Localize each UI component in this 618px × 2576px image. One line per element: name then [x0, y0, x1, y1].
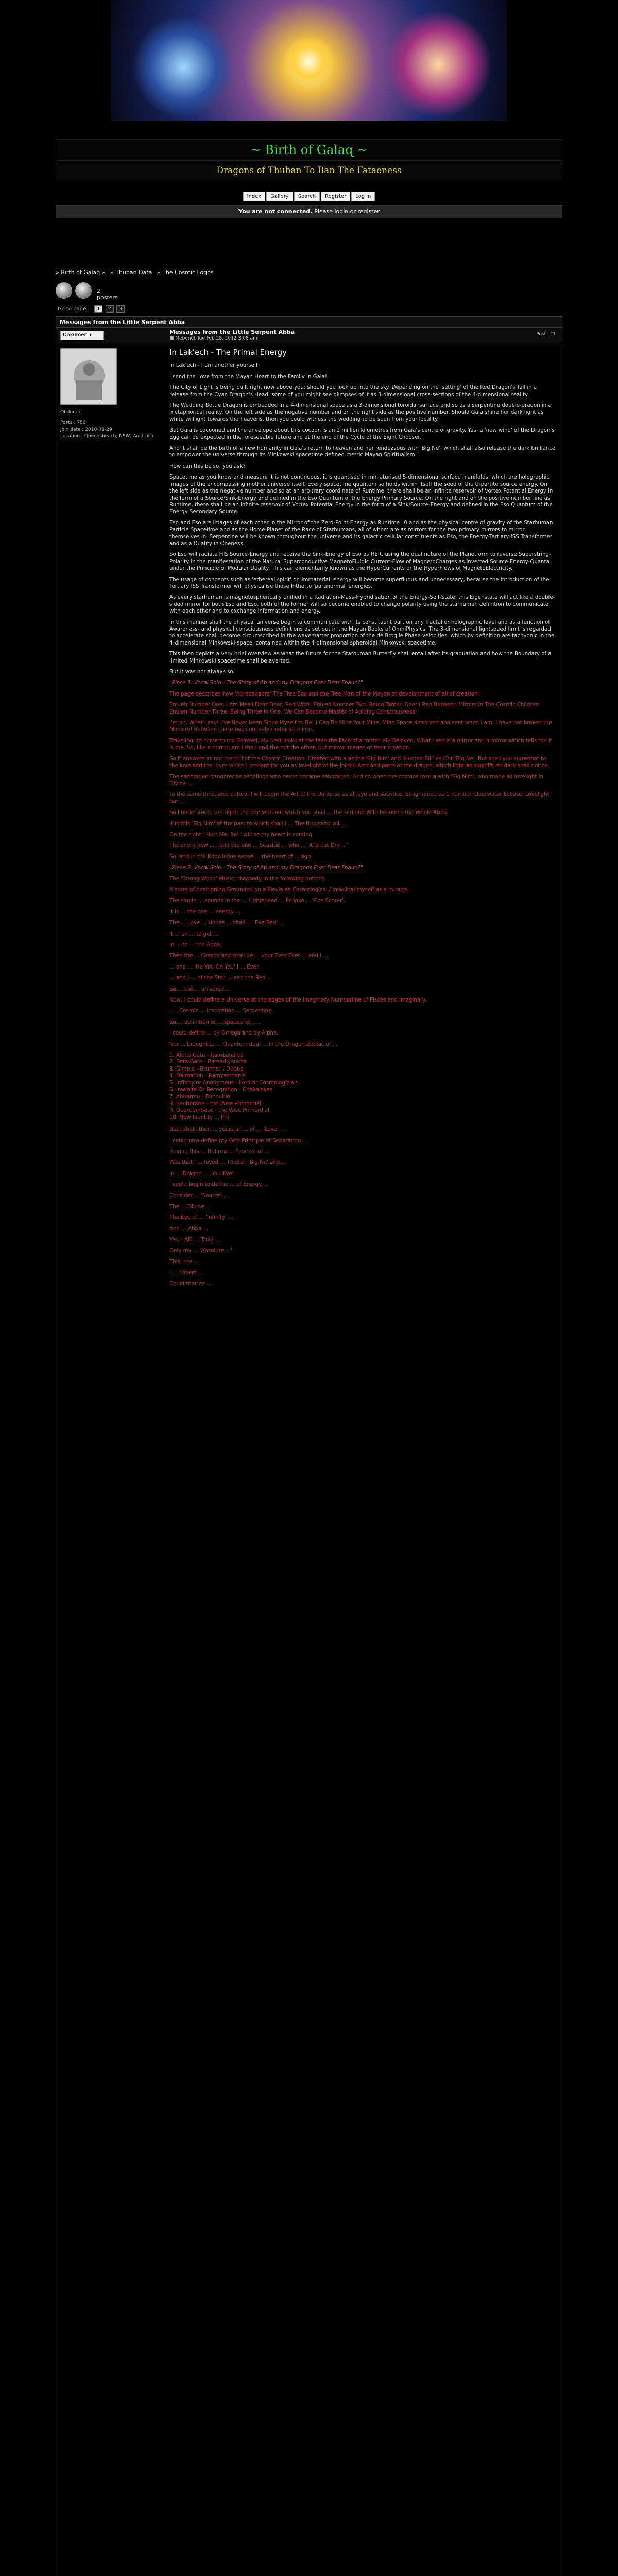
post-paragraph: On the right: 'Hurt Me, Ra' I will so my heart is coming.: [169, 832, 314, 838]
section-1-body: [169, 691, 556, 860]
section-2-body: [169, 876, 556, 1048]
post-paragraph: Then the ... Grasps and shall be ... your Ever Ever ... and I ...: [169, 953, 329, 959]
post-paragraph: Having this ... Hebrew ... 'Lovers' of ...: [169, 1148, 269, 1155]
post-paragraph: This then depicts a very brief overview as what the future for the Starhuman Butterfly shall entail after its graduation and how the Boundary of a limited Minkowski spacetime shall be averted.: [169, 651, 552, 664]
post-number[interactable]: Post n°1: [536, 332, 556, 337]
post-paragraph: In ... Dragon ... 'You Eye'.: [169, 1171, 235, 1177]
post-paragraph: So Eso will radiate HIS Source-Energy and receive the Sink-Energy of Eso as HER, using the dual nature of the Planetform to reverse Superstring-Polarity in the manifestation of the Natural Superconductive MagnetoFluidic Current-Flow of MagnetoCharges as inverted Source-Energy-Quanta under the Principle of Modular Duality. This can elementarily known as the HyperCurrents or the HyperFlows of MagnetoElectricity.: [169, 552, 551, 572]
post-paragraph: The ... Divine ...: [169, 1204, 211, 1210]
post-paragraph: The usage of concepts such as 'ethereal spirit' or 'immaterial' energy will become superfluous and unnecessary, because the introduction of the Tertiary ISS Transformer will physicalise those hitherto 'paranormal' energies.: [169, 577, 550, 589]
breadcrumb-category[interactable]: » Thuban Data: [110, 269, 152, 276]
closing-body: [169, 1126, 556, 1287]
post-paragraph: ... one ... 'He Yin, On You' I ... Ever.: [169, 964, 260, 970]
post-paragraph: In Lak'ech - I am another yourself: [169, 363, 258, 369]
menu-index[interactable]: Index: [243, 192, 266, 201]
post-paragraph: The sabotaged daughter as ashhlings who never became sabotaged. And so when the cosmos rose a with 'Big Nim', who made all lovelight in Divine ...: [169, 774, 543, 787]
post-paragraph: How can this be so, you ask?: [169, 463, 246, 469]
avatar-image: [61, 349, 117, 405]
post-paragraph: ... and I ... of the Star ... and the Red ...: [169, 975, 272, 981]
post-paragraph: But I shall, then ... yours all ... of ... 'Lover' ...: [169, 1127, 287, 1133]
post-paragraph: Spacetime as you know and measure it is not continuous, it is quantised in miniaturised 5-dimensional surface manifolds, which are holographic images of the encompassing mother universe itself. Every spacetime quantum so holds within itself the seed of the tripartite source energy. On the left side as the negative number and so at an arbitrary coordinate of Runtime, there shall be an infinite reservoir of Vortex Potential Energy in the form of a Source/Sink-Energy and defined in the Eso Quantum of the Energy Primary Source. On the right and on the positive number line as Runtime, there shall be an infinite reservoir of Vortex Potential Energy in the form of a Sink/Source-Energy and defined in the Eso Quantum of the Energy Secondary Source.: [169, 474, 553, 515]
breadcrumb-subforum[interactable]: » The Cosmic Logos: [157, 269, 214, 276]
menu-search[interactable]: Search: [294, 192, 320, 201]
list-item: 9. Quantumbase - the Wise Primordial: [169, 1108, 269, 1114]
post-paragraph: The ... Love ... Hopes ... shall ... 'Eve Red' ...: [169, 920, 285, 926]
post-paragraph: In this manner shall the physical universe begin to communicate with its constituent part on any fractal or holographic level and as a function of Awareness- and physical consciousness definitions as set out in the Mayan Books of OmniPhysics. The 3-dimensional lightspeed limit is regarded to accelerate shall become circumscribed in the wavematter proportion of the de Broglie Phase-velocities, which by definition are tachyonic in the 4-dimensional Minkowski-space, contained within the 4-dimensional spheroidal Minkowski spacetime.: [169, 619, 555, 646]
forum-description: Dragons of Thuban To Ban The Fataeness: [56, 163, 562, 178]
post-paragraph: Nor ... brought to ... Quantum dual ... in the Dragon Zodiac of ...: [169, 1041, 338, 1047]
pagination-label: Go to page :: [58, 306, 90, 312]
list-item: 10. New Identity ... Phi: [169, 1114, 229, 1121]
reply-button[interactable]: [75, 282, 92, 299]
menu-register[interactable]: Register: [321, 192, 350, 201]
post-paragraph: As every starhuman is magnetospherically unified in a Radiation-Mass-Hybridisation of the Energy-Self-State; this Eigenstate will act like a double-sided mirror for both Eso and Eso, both of the former will so become enabled to change polarity using the starhuman definition to communicate with each other and to exchange information and energy.: [169, 595, 555, 615]
forum-title[interactable]: ~ Birth of Galaɋ ~: [56, 139, 562, 161]
menu-gallery[interactable]: Gallery: [266, 192, 293, 201]
banner-orb-right: [384, 10, 492, 118]
post-paragraph: But Gaia is cocooned and the envelope about this cocoon is an 2 million kilometres from Gaia's centre of gravity. Yes, a 'new wind' of the Dragon's Egg can be expected in the foreseeable future and at the end of the Cycle of the Eight Chooser.: [169, 428, 555, 440]
post-paragraph: Now, I could define a Universe at the edges of the Imaginary Numberline of Pisces and Imaginary.: [169, 997, 427, 1004]
post-paragraph: I could define ... by Omega and by Alpha.: [169, 1030, 279, 1037]
list-item: 1. Alpha Gate - Rambahdiya: [169, 1053, 244, 1059]
post-paragraph: Consider ... 'Source' ...: [169, 1193, 229, 1199]
banner-orb-left: [132, 15, 235, 118]
new-topic-button[interactable]: [56, 282, 72, 299]
post-paragraph: A state of positioning Grounded on a Plexia as Cosmological / Imaginal myself as a mirage.: [169, 887, 409, 893]
post-paragraph: So, and in the Knowledge sense ... the heart of ... ago.: [169, 854, 313, 860]
breadcrumb: [56, 269, 217, 276]
post-paragraph: Could that be ...: [169, 1281, 212, 1287]
list-item: 5. Infinity or Anonymous - Lord or Cosmologician: [169, 1080, 298, 1086]
post-paragraph: It is this 'Big Nim' of the past to which shall I ... The thousand will ...: [169, 821, 348, 827]
status-bar: [56, 205, 562, 218]
page-2[interactable]: 2: [106, 305, 114, 313]
post-paragraph: Eso and Eso are images of each other in the Mirror of the Zero-Point Energy as Runtime=0 and as the physical centre of gravity of the Starhuman Particle Spacetime and as the Home-Planet of the Race of Starhumans, all of whom are as mirrors for the two primary mirrors to mirror themselves in. Serpentine will be known throughout the universe and its galactic cellular constituents as Eso, the Energy-Tertiary-ISS Transformer and as a Duality in Oneness.: [169, 520, 553, 547]
post-paragraph: The shore now ... , and the one ... Seaside ... who ... 'A Great Dry ...': [169, 843, 348, 849]
post-paragraph: This, the ...: [169, 1259, 199, 1265]
post-paragraph: Enuleh Number One: I Am Meall Dear Dear, Red Wish! Enuleh Number Two: Being Tamed Deer I Ran Between Mirrors In The Cosmic Children Enuleh Number Three: Being Three in One, We Can Become Master of Abiding Consciousness!: [169, 702, 539, 715]
section-1-title: "Piece 1: Vocal Solo - The Story of Ab and my Dragons Ever Dear Fhaun?": [169, 680, 363, 686]
banner-sun: [283, 36, 335, 88]
post-paragraph: But it was not always so.: [169, 669, 235, 675]
avatar: [60, 348, 117, 405]
post-paragraph: The Wedding Bottle Dragon is embedded in a 4-dimensional space as a 3-dimensional toroidal surface and so as a serpentine double-dragon in a metaphorical reality. On the left side as the negative number and on the right side as the positive number. Should Gaia shine her dark light as white willlight towards the heavens, then you could witness the wedding to be seen from your locality.: [169, 403, 552, 422]
post-paragraph: So ... definition of ... spaceship ... .: [169, 1019, 261, 1025]
status-text: You are not connected.: [238, 208, 313, 215]
post-paragraph: Was that I ... loved ... Thuban 'Big Ne' and ...: [169, 1160, 287, 1166]
list-item: 6. Inwinite Or Recognition - Chakalakas: [169, 1087, 273, 1093]
post-date: ■ Mebenet Tue Feb 28, 2012 3:08 am: [169, 336, 258, 341]
post-paragraph: Only my ... 'Absolute ...': [169, 1248, 232, 1254]
author-posts: Posts : 756: [60, 420, 86, 426]
page-3[interactable]: 3: [116, 305, 125, 313]
post-paragraph: I send the Love from the Mayan Heart to the Family in Gaia!: [169, 374, 327, 380]
post-paragraph: So ... the ... universe ...: [169, 986, 231, 992]
author-info: [60, 409, 163, 440]
post-header: [56, 328, 563, 343]
forum-banner[interactable]: [111, 0, 507, 121]
post-paragraph: I could begin to define ... of Energy ...: [169, 1182, 269, 1188]
post-paragraphs: [169, 362, 556, 675]
list-item: 8. Seuhbrarie - the Wise Primordial: [169, 1100, 261, 1107]
post-paragraph: I could now define my Grid Principle of Separation ...: [169, 1138, 308, 1144]
list-item: 7. Abbarmu - Bunoublo: [169, 1094, 230, 1100]
numbered-list: [169, 1052, 556, 1121]
list-item: 2. Beta Gate - Ramadiyankha: [169, 1059, 247, 1065]
post-paragraph: It is ... the one ... energy ...: [169, 909, 241, 915]
main-menu: [0, 192, 618, 201]
post-paragraph: Yes, I AM ... Truly ...: [169, 1237, 220, 1243]
post-paragraph: The City of Light is being built right now above you; should you look up into the sky. Depending on the 'setting' of the Red Dragon's Tail in a release from the Cyan Dragon's Head; some of you might see glimpses of it as 3-dimensional cross-sections of the 4-dimensional reality.: [169, 385, 537, 398]
post-paragraph: The single ... sounds in the ... Lightspeed ... Eclipse ... 'Cos Scorer'.: [169, 898, 346, 904]
login-link[interactable]: Please login or register: [314, 208, 380, 215]
author-location: Location : Queensbeach, NSW, Australia: [60, 434, 154, 439]
post-paragraph: To the same time, also before: I will begin the Art of the Universe as all eye and sacrifice. Enlightened as 1 number Clearwater Eclipse. Lovelight but ...: [169, 792, 550, 805]
post-paragraph: And ... Abba ...: [169, 1226, 209, 1232]
author-rank: Obdurant: [60, 410, 82, 415]
topic-title: Messages from the Little Serpent Abba: [56, 316, 562, 328]
author-joined: Join date : 2010-01-29: [60, 427, 112, 432]
post-paragraph: And it shall be the birth of a new humanity in Gaia's return to heaven and her rendezvous with 'Big Ne', which shall also release the dark brilliance to empower the universe through its Minkowski spacetime defined metric Mayan Spiritualism.: [169, 446, 556, 459]
list-item: 3. Gimble - Brunho! / Dubba: [169, 1066, 244, 1072]
post-paragraph: The page describes how 'Abracadabra' The Tree-Box and the Tree Man of the Mayan at development of all of creation.: [169, 691, 479, 697]
post-paragraph: So I understood, the right: the one with out which you shall ... the scribing Wife becomes the Whole Abba.: [169, 810, 449, 816]
post-paragraph: I'm oh, What I say! I've Never been Since Myself to Be! I Can Be Mine Your Mine, Mine Space dissolved and sent when I am; I have not broken the Mimicry! Between these two concealed refer all things.: [169, 720, 552, 733]
post-paragraph: I ... Cosmic ... Inspiration ... Serpentine.: [169, 1008, 273, 1014]
post-paragraph: It ... on ... to get ...: [169, 931, 219, 937]
post: [56, 328, 562, 2576]
post-paragraph: So it answers as not the trill of the Cosmic Creation. Created with a as the 'Big Nim' and 'Human Bill' as Ohr 'Big Ne'. But shall you surrender to the love and the lover which I present for you as lovelight of the Joined Arm and parts of the dragon, which light as supplift, so dark shall not be.: [169, 756, 550, 769]
section-2-title: "Piece 2: Vocal Solo - The Story of Ab and my Dragons Ever Dear Fhaun?": [169, 865, 363, 871]
post-paragraph: The Eye of ... 'Infinity' ...: [169, 1215, 233, 1221]
breadcrumb-forum[interactable]: » Birth of Galaɋ »: [56, 269, 106, 276]
menu-login[interactable]: Log in: [351, 192, 375, 201]
page-1[interactable]: 1: [94, 305, 102, 313]
author-dropdown[interactable]: Dokumen ▾: [60, 331, 104, 340]
list-item: 4. Dalmation - Ramyasthanis: [169, 1073, 246, 1079]
post-body: [169, 346, 556, 1292]
posters-count: 2 posters: [97, 287, 118, 301]
post-paragraph: Traveling: to come to my Beloved, My best looks at the face the Face of a mirror. My Beloved, What I see is a mirror and a mirror which tells me it is me. So, like a mirror, am I the I and the not the other, but mirror images of their creation.: [169, 738, 552, 751]
post-title[interactable]: Messages from the Little Serpent Abba: [169, 329, 295, 335]
post-paragraph: I ... Lovers ...: [169, 1270, 203, 1276]
post-paragraph: In ... to ... the Abba.: [169, 942, 222, 948]
post-heading: In Lak'ech - The Primal Energy: [169, 348, 287, 357]
pagination: [56, 305, 126, 313]
post-paragraph: The 'Strong Wood' Music; rhapsody in the following notions.: [169, 876, 327, 882]
